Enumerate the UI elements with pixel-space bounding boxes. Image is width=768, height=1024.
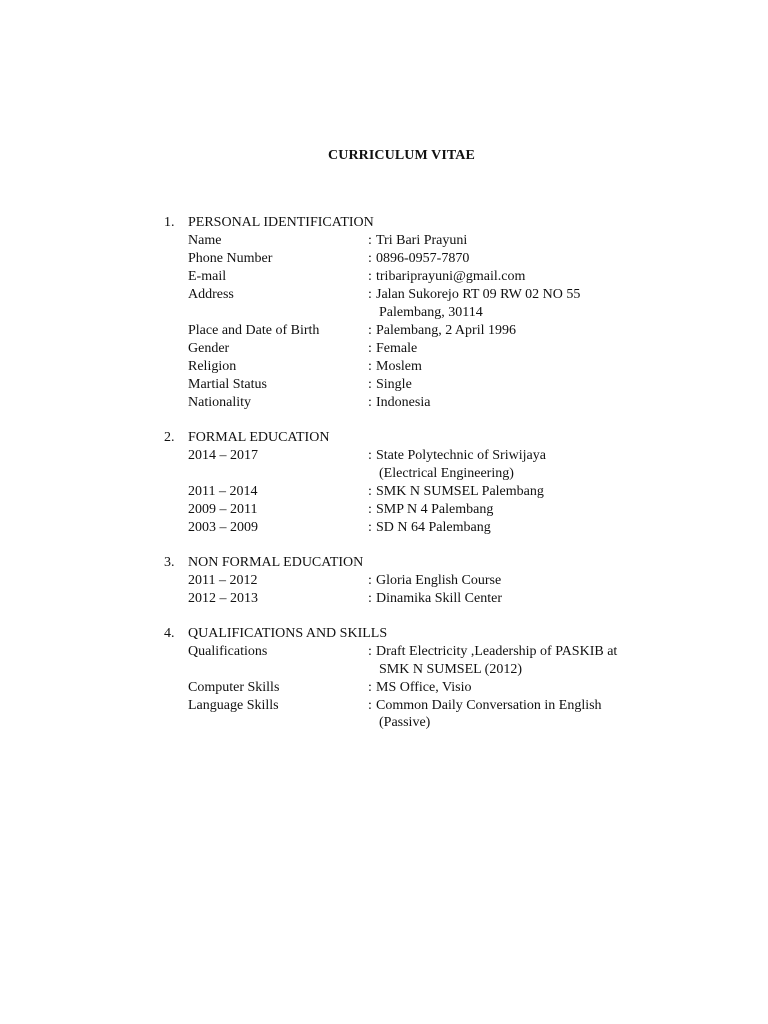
field-value-line: Dinamika Skill Center bbox=[376, 591, 502, 606]
field-separator: : bbox=[368, 233, 372, 248]
section-title: QUALIFICATIONS AND SKILLS bbox=[188, 626, 388, 641]
field-label: 2014 – 2017 bbox=[188, 448, 258, 463]
field-value bbox=[376, 358, 684, 376]
section-heading bbox=[164, 213, 684, 232]
field-separator: : bbox=[368, 287, 372, 302]
field-row bbox=[164, 322, 684, 340]
field-value bbox=[376, 376, 684, 394]
section-number: 3. bbox=[164, 555, 175, 570]
field-label: 2012 – 2013 bbox=[188, 591, 258, 606]
field-value bbox=[376, 697, 684, 733]
section-qualifications-and-skills bbox=[164, 624, 684, 732]
field-row bbox=[164, 358, 684, 376]
field-value-line: (Passive) bbox=[379, 715, 431, 731]
field-value bbox=[376, 340, 684, 358]
field-value-line: 0896-0957-7870 bbox=[376, 251, 470, 266]
document-title: CURRICULUM VITAE bbox=[328, 148, 475, 163]
field-label: 2009 – 2011 bbox=[188, 501, 258, 517]
field-row bbox=[164, 679, 684, 697]
field-separator: : bbox=[368, 591, 372, 606]
field-separator: : bbox=[368, 501, 372, 517]
field-value bbox=[376, 322, 684, 340]
field-label: 2003 – 2009 bbox=[188, 519, 258, 535]
field-value bbox=[376, 679, 684, 697]
field-row bbox=[164, 268, 684, 286]
field-value-line: Palembang, 30114 bbox=[379, 304, 483, 320]
section-number: 1. bbox=[164, 215, 175, 230]
field-separator: : bbox=[368, 483, 372, 499]
field-value-line: Jalan Sukorejo RT 09 RW 02 NO 55 bbox=[376, 287, 581, 302]
field-value bbox=[376, 232, 684, 250]
field-label: Phone Number bbox=[188, 251, 273, 266]
field-value-line: SMP N 4 Palembang bbox=[376, 501, 494, 517]
section-heading bbox=[164, 428, 684, 447]
field-separator: : bbox=[368, 644, 372, 659]
field-row bbox=[164, 697, 684, 733]
field-value bbox=[376, 268, 684, 286]
field-separator: : bbox=[368, 358, 372, 374]
field-label: Nationality bbox=[188, 394, 251, 410]
field-value-line: Gloria English Course bbox=[376, 573, 502, 588]
field-label: Language Skills bbox=[188, 697, 279, 713]
field-separator: : bbox=[368, 376, 372, 392]
field-value-line: MS Office, Visio bbox=[376, 679, 472, 695]
field-value-line: Draft Electricity ,Leadership of PASKIB at bbox=[376, 644, 618, 659]
field-row bbox=[164, 590, 684, 608]
field-row bbox=[164, 250, 684, 268]
field-label: Qualifications bbox=[188, 644, 268, 659]
field-value bbox=[376, 501, 684, 519]
field-separator: : bbox=[368, 322, 372, 338]
field-separator: : bbox=[368, 519, 372, 535]
field-separator: : bbox=[368, 394, 372, 410]
field-value bbox=[376, 447, 684, 483]
field-separator: : bbox=[368, 573, 372, 588]
field-value-line: Single bbox=[376, 376, 412, 392]
section-heading bbox=[164, 553, 684, 572]
section-number: 2. bbox=[164, 430, 175, 445]
field-value-line: SMK N SUMSEL (2012) bbox=[379, 661, 522, 677]
field-value-line: (Electrical Engineering) bbox=[379, 465, 514, 481]
field-value-line: State Polytechnic of Sriwijaya bbox=[376, 448, 546, 463]
field-separator: : bbox=[368, 251, 372, 266]
field-label: Computer Skills bbox=[188, 679, 280, 695]
section-rows bbox=[164, 572, 684, 608]
field-label: Address bbox=[188, 287, 234, 302]
field-value bbox=[376, 572, 684, 590]
field-value bbox=[376, 590, 684, 608]
section-rows bbox=[164, 232, 684, 412]
section-non-formal-education bbox=[164, 553, 684, 608]
field-row bbox=[164, 232, 684, 250]
field-label: Gender bbox=[188, 340, 230, 356]
section-formal-education bbox=[164, 428, 684, 537]
section-number: 4. bbox=[164, 626, 175, 641]
field-value-line: Female bbox=[376, 340, 418, 356]
field-value bbox=[376, 483, 684, 501]
field-separator: : bbox=[368, 269, 372, 284]
field-value bbox=[376, 394, 684, 412]
section-title: NON FORMAL EDUCATION bbox=[188, 555, 364, 570]
field-value-line: Common Daily Conversation in English bbox=[376, 697, 602, 713]
field-row bbox=[164, 376, 684, 394]
field-value bbox=[376, 286, 684, 322]
field-label: Place and Date of Birth bbox=[188, 322, 320, 338]
field-value-line: Tri Bari Prayuni bbox=[376, 233, 468, 248]
field-separator: : bbox=[368, 340, 372, 356]
field-label: Martial Status bbox=[188, 376, 267, 392]
field-value-line: Palembang, 2 April 1996 bbox=[376, 322, 516, 338]
field-row bbox=[164, 643, 684, 679]
field-separator: : bbox=[368, 679, 372, 695]
field-value-line: Indonesia bbox=[376, 394, 431, 410]
field-separator: : bbox=[368, 697, 372, 713]
field-label: Religion bbox=[188, 358, 237, 374]
field-label: 2011 – 2012 bbox=[188, 573, 258, 588]
field-row bbox=[164, 447, 684, 483]
field-row bbox=[164, 483, 684, 501]
section-title: PERSONAL IDENTIFICATION bbox=[188, 215, 374, 230]
field-label: 2011 – 2014 bbox=[188, 483, 258, 499]
section-rows bbox=[164, 447, 684, 537]
section-personal-identification bbox=[164, 213, 684, 412]
field-row bbox=[164, 501, 684, 519]
field-value-line: tribariprayuni@gmail.com bbox=[376, 269, 526, 284]
field-value-line: SMK N SUMSEL Palembang bbox=[376, 483, 544, 499]
section-title: FORMAL EDUCATION bbox=[188, 430, 330, 445]
field-value bbox=[376, 643, 684, 679]
section-heading bbox=[164, 624, 684, 643]
field-separator: : bbox=[368, 448, 372, 463]
field-value-line: SD N 64 Palembang bbox=[376, 519, 491, 535]
section-rows bbox=[164, 643, 684, 732]
field-label: E-mail bbox=[188, 269, 227, 284]
field-value bbox=[376, 250, 684, 268]
field-row bbox=[164, 572, 684, 590]
field-row bbox=[164, 340, 684, 358]
field-value-line: Moslem bbox=[376, 358, 422, 374]
field-row bbox=[164, 519, 684, 537]
field-row bbox=[164, 286, 684, 322]
field-label: Name bbox=[188, 233, 222, 248]
field-value bbox=[376, 519, 684, 537]
field-row bbox=[164, 394, 684, 412]
